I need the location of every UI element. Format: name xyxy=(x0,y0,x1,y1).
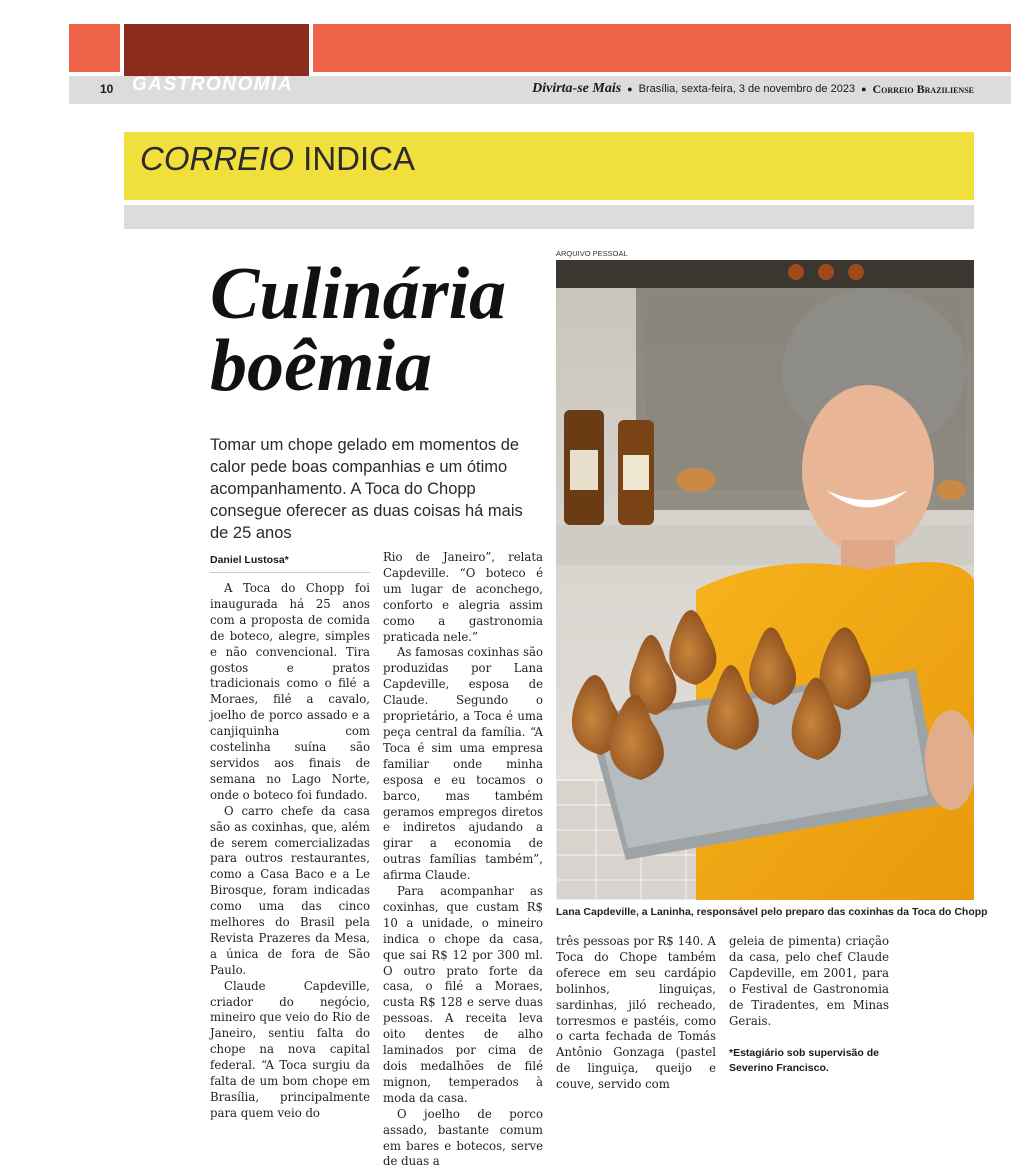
byline-divider xyxy=(210,572,370,573)
header-accent-right xyxy=(313,24,1011,72)
header-info xyxy=(532,81,974,97)
article-photo xyxy=(556,260,974,900)
headline-line-1: Culinária xyxy=(210,253,507,335)
article-dek: Tomar um chope gelado em momentos de calor pede boas companhias e um ótimo acompanhamento. A Toca do Chopp consegue oferecer as duas coisas há mais de 25 anos xyxy=(210,436,523,542)
article-column-3 xyxy=(556,934,716,1093)
banner-title-rest: INDICA xyxy=(294,140,416,177)
article-column-1 xyxy=(210,581,370,1122)
paragraph: A Toca do Chopp foi inaugurada há 25 anos com a proposta de comida de boteco, alegre, simples e não convencional. Tira gostos e pratos tradicionais como o filé a Moraes, filé a cavalo, joelho de porco assado e a canjiquinha com costelinha suína são servidos aos finais de semana no Lago Norte, onde o boteco foi fundado. xyxy=(210,581,370,802)
bullet-icon: ● xyxy=(861,84,867,94)
newspaper-brand: Correio Braziliense xyxy=(872,81,974,96)
paragraph: Para acompanhar as coxinhas, que custam R$ 10 a unidade, o mineiro indica o chope da casa, que sai R$ 12 por 300 ml. O outro prato forte da casa, o filé a Moraes, custa R$ 128 e serve duas pessoas. A receita leva oito dentes de alho laminados por cima de dois medalhões de filé mignon, temperados à moda da casa. xyxy=(383,884,543,1105)
paragraph: Claude Capdeville, criador do negócio, mineiro que veio do Rio de Janeiro, sentiu falta do chope na nova capital federal. “A Toca surgiu da falta de um bom chope em Brasília, principalmente para quem veio do xyxy=(210,978,370,1120)
article-byline: Daniel Lustosa* xyxy=(210,554,289,566)
paragraph: O carro chefe da casa são as coxinhas, que, além de serem comercializadas para outros restaurantes, como a Casa Baco e a Le Birosque, foram indicadas como uma das cinco melhores do Brasil pela Revista Prazeres da Mesa, a única de fora de São Paulo. xyxy=(210,803,370,977)
publication-name: Divirta-se Mais xyxy=(532,81,622,96)
bullet-icon: ● xyxy=(627,84,633,94)
article-headline xyxy=(210,253,550,407)
paragraph: geleia de pimenta) criação da casa, pelo chef Claude Capdeville, em 2001, para o Festival de Gastronomia de Tiradentes, em Minas Gerais. xyxy=(729,934,889,1028)
paragraph: três pessoas por R$ 140. A Toca do Chope também oferece em seu cardápio bolinhos, linguiças, sardinhas, jiló recheado, torresmos e pastéis, como o carta fechada de Tomás Antônio Gonzaga (pastel de linguiça, queijo e couve, servido com xyxy=(556,934,716,1092)
banner-title-italic: CORREIO xyxy=(140,140,295,177)
paragraph: Rio de Janeiro”, relata Capdeville. “O boteco é um lugar de aconchego, conforto e alegria assim como a gastronomia praticada nele.” xyxy=(383,550,543,644)
headline-line-2: boêmia xyxy=(210,325,432,407)
section-title: GASTRONOMIA xyxy=(132,74,294,95)
banner-divider-strip xyxy=(124,205,974,229)
paragraph: O joelho de porco assado, bastante comum em bares e botecos, serve de duas a xyxy=(383,1106,543,1169)
issue-date: Brasília, sexta-feira, 3 de novembro de 2023 xyxy=(638,83,856,95)
author-footnote: *Estagiário sob supervisão de Severino Francisco. xyxy=(729,1047,879,1074)
photo-credit: ARQUIVO PESSOAL xyxy=(556,249,628,258)
header-accent-left xyxy=(69,24,120,72)
page-number: 10 xyxy=(100,82,114,96)
article-column-2 xyxy=(383,550,543,1170)
paragraph: As famosas coxinhas são produzidas por Lana Capdeville, esposa de Claude. Segundo o proprietário, a Toca é uma peça central da família. “A Toca é sim uma empresa familiar onde minha esposa e eu tocamos o barco, mas também geramos empregos diretos e indiretos ajudando a girar a economia de outras famílias também”, afirma Claude. xyxy=(383,645,543,883)
photo-caption: Lana Capdeville, a Laninha, responsável pelo preparo das coxinhas da Toca do Chopp xyxy=(556,906,988,918)
banner-title xyxy=(140,140,415,178)
article-column-4 xyxy=(729,934,889,1029)
